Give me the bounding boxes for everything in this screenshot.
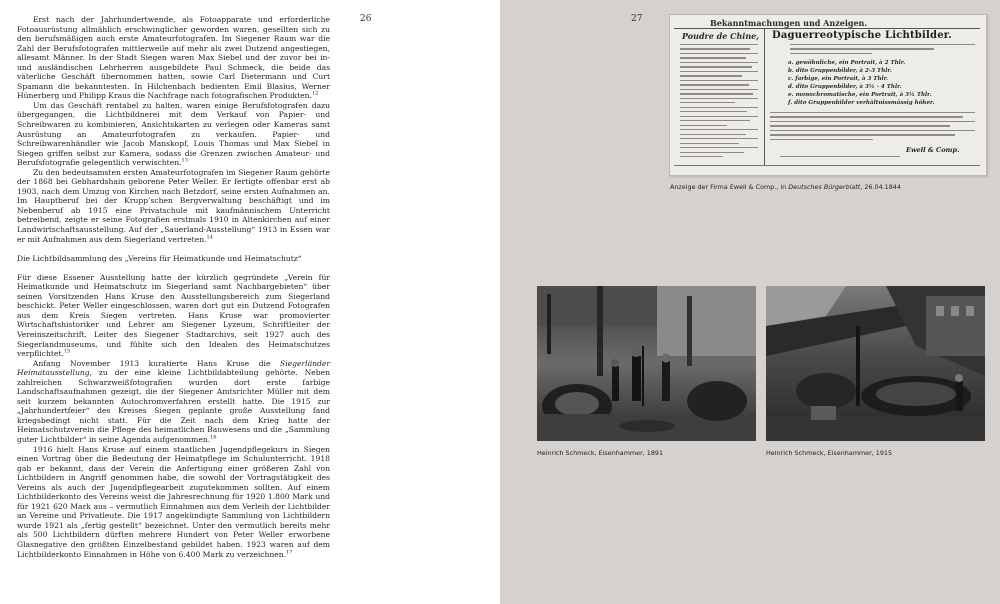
clipping-header: Bekanntmachungen und Anzeigen.	[710, 18, 868, 28]
page-number-left: 26	[360, 14, 372, 24]
paragraph-2: Um das Geschäft rentabel zu halten, waren einige Berufsfotografen dazu übergegangen, die Lichtbildnerei mit dem Verkauf von Papier- und Schreibwaren zu kombinieren, Ansichtskarten zu verlegen oder Kameras samt Ausrüstung an Amateurfotografen zu verkaufen. Papier- und Schreibwarenhändler wie Jacob Manskopf, Louis Thomas und Max Siebel in Siegen griffen selbst zur Kamera, sodass die Grenzen zwischen Amateur- und Berufsfotografie gelegentlich verwischten.$^{13}$	[17, 100, 330, 168]
clipping-bottom-rule	[674, 165, 980, 166]
section-heading: Die Lichtbildsammlung des „Vereins für Heimatkunde und Heimatschutz“	[17, 253, 302, 263]
footnote-ref[interactable]: 14	[206, 234, 213, 241]
price-row: c. farbige, ein Portrait, à 3 Thlr.	[788, 76, 889, 82]
clipping-right-text	[770, 112, 975, 143]
factory-photo-1915-image	[766, 286, 985, 441]
price-row: e. monochromatische, ein Portrait, à 3½ Thlr.	[788, 92, 932, 98]
footnote-ref[interactable]: 17	[286, 549, 293, 555]
clipping-rule	[674, 28, 980, 29]
price-row: f. dito Gruppenbilder verhältnissmässig höher.	[788, 100, 935, 106]
clipping-signature: Ewell & Comp.	[906, 146, 960, 154]
caption-clipping: Anzeige der Firma Ewell & Comp., in Deutsches Bürgerblatt, 26.04.1844	[670, 183, 901, 191]
paragraph-6: 1916 hielt Hans Kruse auf einem staatlichen Jugendpflegekurs in Siegen einen Vortrag über die Bedeutung der Heimatpflege im Schulunterricht. 1918 gab er bekannt, dass der Verein die Anfertigung einer größeren Zahl von Lichtbildern in Angriff genommen habe, die sowohl der Vortragstätigkeit des Vereins als auch der Jugendpflegearbeit zugutekommen sollten. Auf einem Lichtbilderkonto des Vereins weist die Jahresrechnung für 1920 1.800 Mark und für 1921 620 Mark aus – vermutlich Einnahmen aus dem Verleih der Lichtbilder an Vereine und Privatleute. Die 1917 angekündigte Sammlung von Lichtbildern wurde 1921 als „fertig gestellt“ bezeichnet. Unter den vermutlich bereits mehr als 500 Lichtbildern dürften mehrere Hundert von Peter Weller erworbene Glasnegative den größten Einzelbestand gebildet haben. 1923 waren auf dem Lichtbilderkonto Einnahmen in Höhe von 6.400 Mark zu verzeichnen.$^{17}$	[17, 444, 330, 559]
page-number-right: 27	[631, 14, 643, 24]
factory-photo-1891-image	[537, 286, 756, 441]
clipping-left-text	[680, 44, 758, 161]
paragraph-3: Zu den bedeutsamsten ersten Amateurfotografen im Siegener Raum gehörte der 1868 bei Gebhardshain geborene Peter Weller. Er fertigte offenbar erst ab 1903, nach dem Umzug von Kirchen nach Betzdorf, seine ersten Aufnahmen an. Im Hauptberuf bei der Krupp’schen Bergverwaltung beschäftigt und im Nebenberuf ab 1915 eine Privatschule mit kaufmännischem Unterricht betreibend, zeigte er seine Fotografien erstmals 1910 in Altenkirchen auf einer Landwirtschaftsausstellung. Auf der „Sauerland-Ausstellung“ 1913 in Essen war er mit Aufnahmen aus dem Siegerland vertreten.$^{14}$	[17, 167, 330, 244]
caption-photo-1915: Heinrich Schmeck, Eisenhammer, 1915	[766, 449, 893, 457]
price-row: d. dito Gruppenbilder, à 3½ - 4 Thlr.	[788, 84, 902, 90]
caption-photo-1891: Heinrich Schmeck, Eisenhammer, 1891	[537, 449, 664, 457]
paragraph-1: Erst nach der Jahrhundertwende, als Fotoapparate und erforderliche Fotoausrüstung allmählich erschwinglicher geworden waren, gesellten sich zu den berufsmäßigen auch erste Amateurfotografen. Im Siegener Raum war die Zahl der Berufsfotografen mittlerweile auf mehr als zwei Dutzend angestiegen, allesamt Männer. In der Stadt Siegen waren Max Siebel und der zuvor bei in- und ausländischen Lehrherren ausgebildete Paul Schmeck, die beide das väterliche Geschäft übernommen hatten, sowie Carl Dietermann und Curt Spamann die bekanntesten. In Hilchenbach bedienten Emil Blasius, Werner Hünerberg und Philipp Kraus die Nachfrage nach fotografischen Produkten.$^{12}$	[17, 15, 330, 101]
photo-eisenhammer-1915	[766, 286, 985, 441]
paragraph-5: Anfang November 1913 kuratierte Hans Kruse die Siegerländer Heimatausstellung, zu der eine kleine Lichtbildabteilung gehörte. Neben zahlreichen Schwarzweißfotografien wurden dort erste farbige Landschaftsaufnahmen gezeigt, die der Siegener Amtsrichter Müller mit dem seit kurzem bekannten Autochromverfahren erstellt hatte. Die 1915 zur „Jahrhundertfeier“ des Kreises Siegen geplante große Ausstellung fand kriegsbedingt nicht statt. Für die Zeit nach dem Krieg hatte der Heimatschutzverein die Pflege des heimatlichen Bauwesens und die „Sammlung guter Lichtbilder“ in seine Agenda aufgenommen.$^{16}$	[17, 358, 330, 444]
clipping-right-title: Daguerreotypische Lichtbilder.	[772, 30, 952, 41]
footnote-ref[interactable]: 16	[210, 434, 217, 441]
photo-eisenhammer-1891	[537, 286, 756, 441]
clipping-right-intro	[770, 44, 975, 57]
clipping-left-title: Poudre de Chine,	[682, 31, 760, 41]
body-text	[17, 15, 330, 559]
clipping-footer-text	[780, 156, 900, 160]
clipping-column-divider	[764, 29, 765, 165]
paragraph-4: Für diese Essener Ausstellung hatte der kürzlich gegründete „Verein für Heimatkunde und Heimatschutz im Siegerland samt Nachbargebieten“ über seinen Vorsitzenden Hans Kruse den Ausstellungsbereich zum Siegerland beschickt. Peter Weller eingeschlossen, waren dort gut ein Dutzend Fotografen aus dem Kreis Siegen vertreten. Hans Kruse war promovierter Wirtschaftshistoriker und Lehrer am Siegener Lyzeum, Schriftleiter der Vereinszeitschrift, Leiter des Siegener Stadtarchivs, seit 1927 auch des Siegerlandmuseums, und fühlte sich den Idealen des Heimatschutzes verpflichtet.$^{15}$	[17, 272, 330, 359]
footnote-ref[interactable]: 15	[63, 348, 71, 355]
newspaper-clipping-image	[669, 14, 987, 176]
footnote-ref[interactable]: 12	[311, 90, 319, 97]
price-row: b. dito Gruppenbilder, à 2-3 Thlr.	[788, 68, 892, 74]
footnote-ref[interactable]: 13	[181, 157, 188, 164]
price-row: a. gewöhnliche, ein Portrait, à 2 Thlr.	[788, 60, 906, 66]
exhibition-title: Siegerländer Heimatausstellung	[17, 358, 330, 378]
